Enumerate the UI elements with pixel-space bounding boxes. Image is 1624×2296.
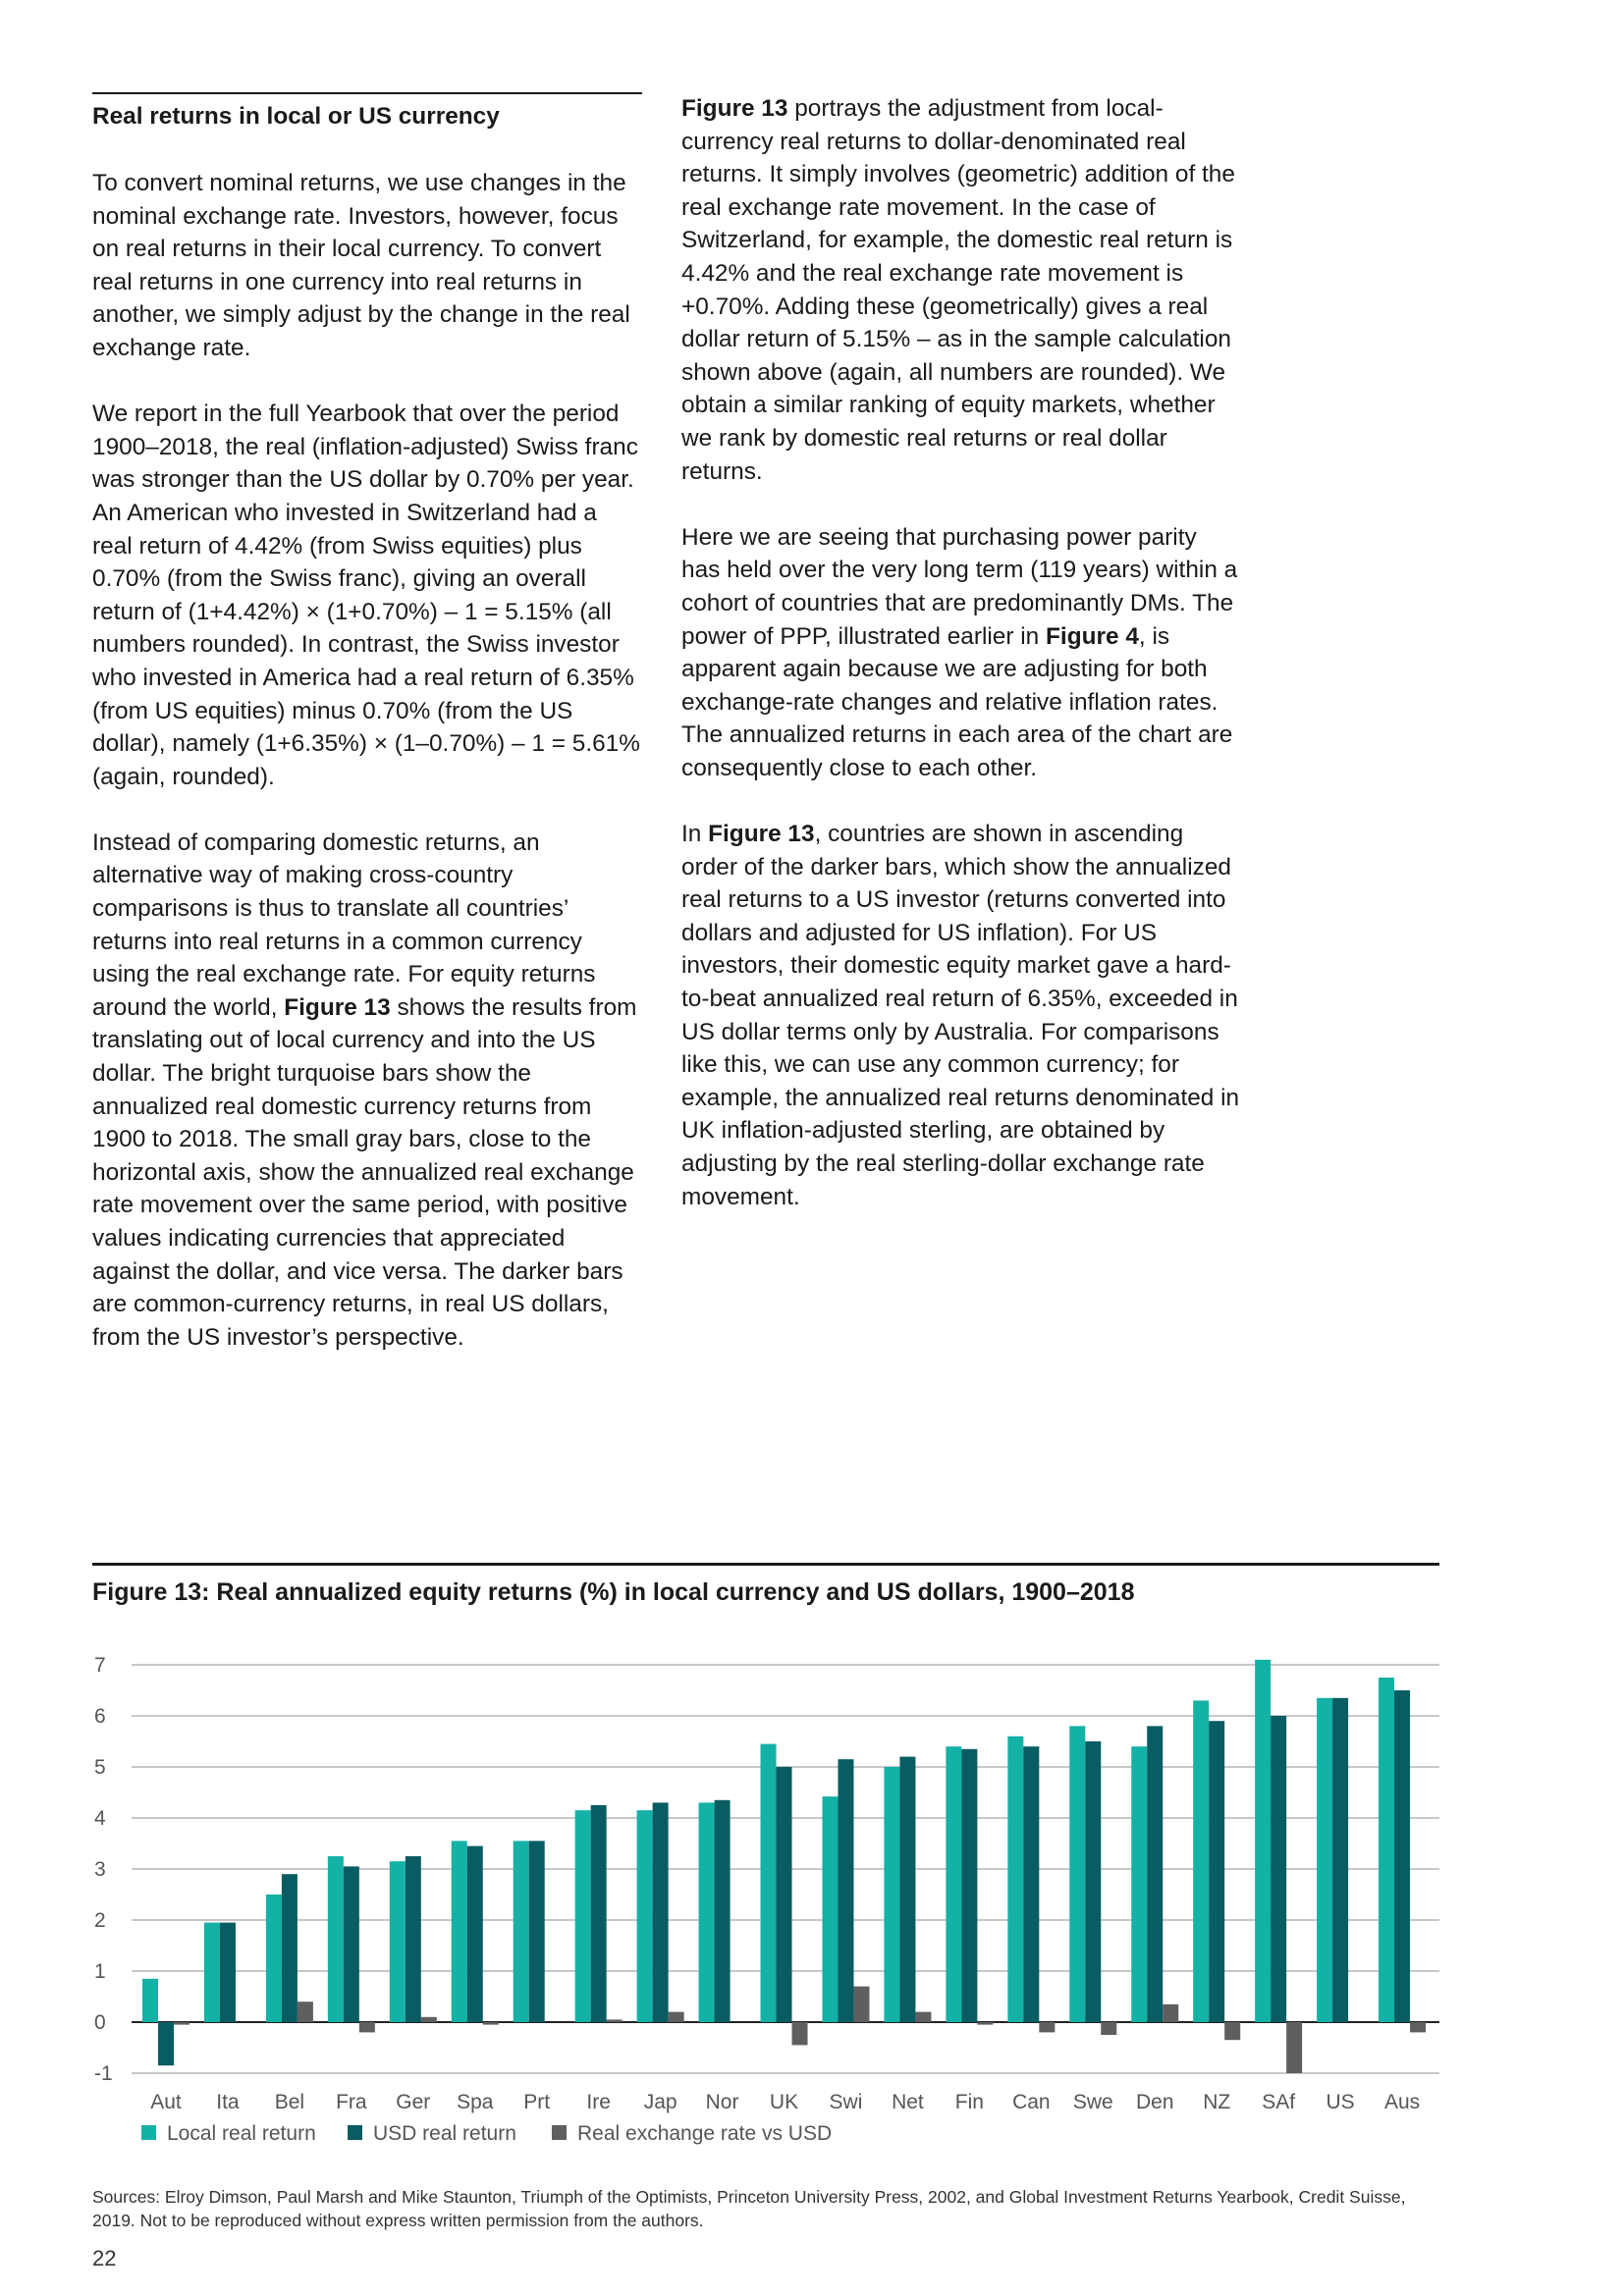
bar-usd-jap bbox=[653, 1802, 669, 2022]
legend-swatch bbox=[348, 2125, 362, 2140]
x-tick-label: SAf bbox=[1262, 2091, 1296, 2113]
bar-fx-den bbox=[1163, 2004, 1178, 2022]
bar-local-spa bbox=[452, 1841, 467, 2022]
figure-13-chart bbox=[92, 1629, 1447, 2160]
bar-fx-fra bbox=[359, 2022, 375, 2032]
figure-reference: Figure 13 bbox=[681, 95, 788, 122]
x-tick-label: Swe bbox=[1072, 2091, 1113, 2113]
bar-fx-nz bbox=[1224, 2022, 1240, 2040]
bar-local-fin bbox=[946, 1746, 961, 2022]
bar-fx-ger bbox=[421, 2017, 437, 2022]
legend-label: USD real return bbox=[373, 2122, 516, 2145]
x-tick-label: Ger bbox=[396, 2091, 431, 2113]
bar-fx-aus bbox=[1410, 2022, 1426, 2032]
bar-fx-net bbox=[915, 2012, 931, 2022]
figure-sources: Sources: Elroy Dimson, Paul Marsh and Mike Staunton, Triumph of the Optimists, Princeton University Press, 2002, and Global Investment Returns Yearbook, Credit Suisse, 2019. Not to be reproduced without express written permission from the authors. bbox=[92, 2187, 1406, 2230]
bar-usd-fra bbox=[344, 1866, 359, 2022]
bar-usd-ire bbox=[591, 1805, 607, 2022]
right-paragraph-1 bbox=[681, 92, 1241, 488]
legend-label: Local real return bbox=[167, 2122, 316, 2145]
bar-fx-swe bbox=[1101, 2022, 1116, 2035]
bar-usd-den bbox=[1147, 1726, 1163, 2022]
bar-local-fra bbox=[328, 1856, 344, 2022]
figure-reference: Figure 13 bbox=[284, 993, 391, 1021]
bar-usd-prt bbox=[529, 1841, 545, 2022]
bar-usd-uk bbox=[777, 1767, 792, 2022]
bar-local-den bbox=[1131, 1746, 1147, 2022]
bar-usd-aut bbox=[158, 2022, 174, 2065]
bar-local-ger bbox=[390, 1861, 406, 2022]
bar-local-can bbox=[1007, 1736, 1023, 2022]
bar-local-aus bbox=[1379, 1678, 1394, 2022]
left-paragraph-3 bbox=[92, 827, 642, 1355]
x-tick-label: Net bbox=[892, 2091, 924, 2113]
bar-fx-ire bbox=[607, 2019, 623, 2022]
bar-fx-bel bbox=[298, 2002, 313, 2022]
bar-local-prt bbox=[514, 1841, 529, 2022]
bar-fx-saf bbox=[1286, 2022, 1302, 2073]
text-run: shows the results from translating out of local currency and into the US dollar. The bright turquoise bars show the annualized real domestic currency returns from 1900 to 2018. The small gray bars, close to the horizontal axis, show the annualized real exchange rate movement over the same period, with positive values indicating currencies that appreciated against the dollar, and vice versa. The darker bars are common-currency returns, in real US dollars, from the US investor’s perspective. bbox=[92, 993, 637, 1351]
bar-usd-swi bbox=[838, 1759, 853, 2022]
bar-usd-can bbox=[1023, 1746, 1039, 2022]
bar-fx-spa bbox=[483, 2022, 499, 2025]
bar-local-swi bbox=[822, 1796, 838, 2022]
right-paragraph-3 bbox=[681, 818, 1241, 1213]
bar-usd-us bbox=[1332, 1698, 1348, 2022]
text-run: , countries are shown in ascending order of the darker bars, which show the annualized real returns to a US investor (returns converted into dollars and adjusted for US inflation). For US investors, their domestic equity market gave a hard-to-beat annualized real return of 6.35%, exceeded in US dollar terms only by Australia. For comparisons like this, we can use any common currency; for example, the annualized real returns denominated in UK inflation-adjusted sterling, are obtained by adjusting by the real sterling-dollar exchange rate movement. bbox=[681, 821, 1240, 1210]
bar-usd-net bbox=[899, 1757, 915, 2022]
x-tick-label: Spa bbox=[457, 2091, 494, 2113]
x-tick-label: Fin bbox=[954, 2091, 984, 2113]
bar-local-net bbox=[884, 1767, 899, 2022]
y-tick-label: 1 bbox=[94, 1960, 106, 1983]
bar-usd-nz bbox=[1209, 1721, 1224, 2022]
section-heading: Real returns in local or US currency bbox=[92, 103, 500, 130]
x-tick-label: Prt bbox=[523, 2091, 551, 2113]
legend-label: Real exchange rate vs USD bbox=[577, 2122, 833, 2145]
x-tick-label: NZ bbox=[1203, 2091, 1231, 2113]
legend-swatch bbox=[552, 2125, 567, 2140]
bar-usd-bel bbox=[282, 1874, 298, 2022]
left-column bbox=[92, 92, 642, 1387]
figure-reference: Figure 4 bbox=[1046, 622, 1139, 650]
y-tick-label: 0 bbox=[94, 2011, 106, 2034]
bar-local-ire bbox=[575, 1810, 591, 2022]
right-paragraph-2 bbox=[681, 521, 1241, 785]
bar-fx-swi bbox=[853, 1987, 869, 2022]
bar-local-saf bbox=[1255, 1660, 1271, 2022]
bar-local-nor bbox=[699, 1802, 715, 2022]
bar-fx-can bbox=[1039, 2022, 1055, 2032]
bar-chart bbox=[92, 1629, 1447, 2160]
right-column bbox=[681, 92, 1241, 1247]
bar-local-nz bbox=[1193, 1700, 1209, 2022]
x-tick-label: UK bbox=[769, 2091, 799, 2113]
y-tick-label: 5 bbox=[94, 1756, 106, 1779]
bar-usd-spa bbox=[467, 1846, 483, 2022]
x-tick-label: Fra bbox=[336, 2091, 367, 2113]
x-tick-label: Den bbox=[1135, 2091, 1174, 2113]
figure-rule bbox=[92, 1563, 1439, 1566]
y-tick-label: 3 bbox=[94, 1858, 106, 1881]
legend-swatch bbox=[141, 2125, 156, 2140]
bar-local-bel bbox=[266, 1895, 282, 2022]
left-paragraph-1: To convert nominal returns, we use changes in the nominal exchange rate. Investors, however, focus on real returns in their local currency. To convert real returns in one currency into real returns in another, we simply adjust by the change in the real exchange rate. bbox=[92, 170, 630, 361]
text-run: Here we are seeing that purchasing power parity has held over the very long term (119 years) within a cohort of countries that are predominantly DMs. The power of PPP, illustrated earlier in bbox=[681, 523, 1238, 650]
y-tick-label: -1 bbox=[94, 2062, 113, 2085]
x-tick-label: Ire bbox=[586, 2091, 611, 2113]
x-tick-label: Jap bbox=[643, 2091, 677, 2113]
bar-local-ita bbox=[204, 1923, 220, 2022]
bar-local-uk bbox=[761, 1744, 777, 2022]
y-tick-label: 7 bbox=[94, 1654, 106, 1677]
figure-title: Figure 13: Real annualized equity returns (%) in local currency and US dollars, 1900–2018 bbox=[92, 1578, 1135, 1606]
bar-usd-swe bbox=[1085, 1741, 1101, 2022]
text-run: Instead of comparing domestic returns, an alternative way of making cross-country comparisons is thus to translate all countries’ returns into real returns in a common currency using the real exchange rate. For equity returns around the world, bbox=[92, 828, 596, 1021]
y-tick-label: 6 bbox=[94, 1705, 106, 1728]
bar-fx-aut bbox=[174, 2022, 189, 2025]
y-tick-label: 2 bbox=[94, 1909, 106, 1932]
bar-fx-fin bbox=[977, 2022, 993, 2025]
page-number: 22 bbox=[92, 2246, 117, 2270]
bar-local-swe bbox=[1069, 1726, 1085, 2022]
x-tick-label: Aut bbox=[150, 2091, 182, 2113]
x-tick-label: Aus bbox=[1383, 2091, 1421, 2113]
figure-reference: Figure 13 bbox=[708, 821, 815, 848]
bar-fx-uk bbox=[792, 2022, 808, 2045]
bar-local-aut bbox=[142, 1979, 158, 2022]
x-tick-label: Swi bbox=[829, 2091, 863, 2113]
x-tick-label: Nor bbox=[705, 2091, 739, 2113]
bar-local-jap bbox=[637, 1810, 653, 2022]
bar-usd-ita bbox=[220, 1923, 236, 2022]
x-tick-label: Ita bbox=[216, 2091, 240, 2113]
text-run: , is apparent again because we are adjusting for both exchange-rate changes and relative inflation rates. The annualized returns in each area of the chart are consequently close to each other. bbox=[681, 622, 1233, 781]
bar-local-us bbox=[1317, 1698, 1332, 2022]
y-tick-label: 4 bbox=[94, 1807, 106, 1830]
x-tick-label: Bel bbox=[274, 2091, 305, 2113]
bar-usd-aus bbox=[1394, 1690, 1410, 2022]
bar-usd-fin bbox=[961, 1749, 977, 2022]
bar-fx-jap bbox=[669, 2012, 684, 2022]
x-tick-label: US bbox=[1326, 2091, 1355, 2113]
bar-usd-ger bbox=[406, 1856, 421, 2022]
text-run: In bbox=[681, 821, 709, 848]
text-run: portrays the adjustment from local-currency real returns to dollar-denominated real returns. It simply involves (geometric) addition of the real exchange rate movement. In the case of Switzerland, for example, the domestic real return is 4.42% and the real exchange rate movement is +0.70%. Adding these (geometrically) gives a real dollar return of 5.15% – as in the sample calculation shown above (again, all numbers are rounded). We obtain a similar ranking of equity markets, whether we rank by domestic real returns or real dollar returns. bbox=[681, 95, 1235, 485]
left-paragraph-2: We report in the full Yearbook that over the period 1900–2018, the real (inflation-adjusted) Swiss franc was stronger than the US dollar by 0.70% per year. An American who invested in Switzerland had a real return of 4.42% (from Swiss equities) plus 0.70% (from the Swiss franc), giving an overall return of (1+4.42%) × (1+0.70%) – 1 = 5.15% (all numbers rounded). In contrast, the Swiss investor who invested in America had a real return of 6.35% (from US equities) minus 0.70% (from the US dollar), namely (1+6.35%) × (1–0.70%) – 1 = 5.61% (again, rounded). bbox=[92, 400, 640, 790]
bar-usd-nor bbox=[715, 1800, 731, 2022]
x-tick-label: Can bbox=[1012, 2091, 1051, 2113]
bar-usd-saf bbox=[1271, 1716, 1286, 2022]
